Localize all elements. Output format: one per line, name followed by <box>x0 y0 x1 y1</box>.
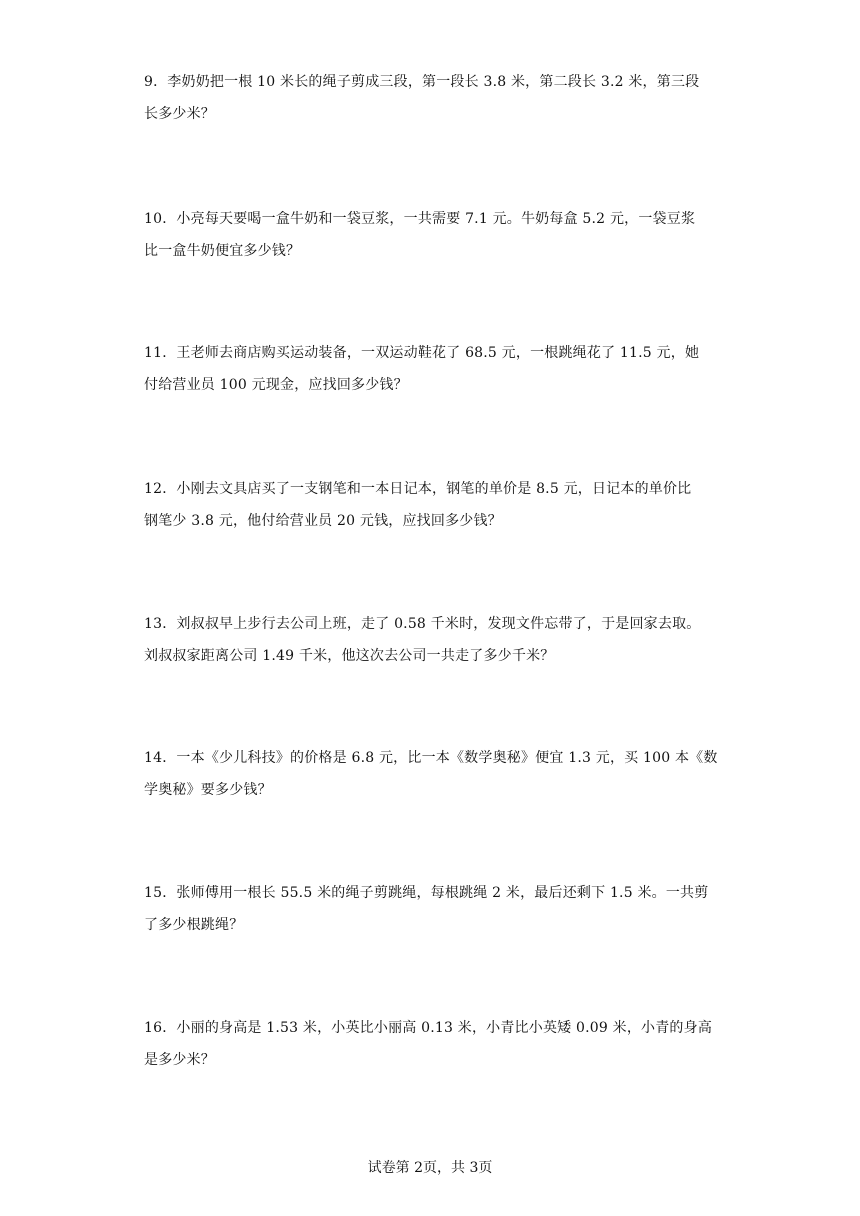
question-line: 15．张师傅用一根长 55.5 米的绳子剪跳绳，每根跳绳 2 米，最后还剩下 1.5 米。一共剪 <box>144 885 709 901</box>
question-11 <box>144 337 724 401</box>
question-10 <box>144 203 724 267</box>
page-footer: 试卷第 2页，共 3页 <box>367 1160 493 1176</box>
question-line: 16．小丽的身高是 1.53 米，小英比小丽高 0.13 米，小青比小英矮 0.09 米，小青的身高 <box>144 1020 713 1036</box>
question-9 <box>144 66 724 130</box>
question-line: 10．小亮每天要喝一盒牛奶和一袋豆浆，一共需要 7.1 元。牛奶每盒 5.2 元，一袋豆浆 <box>144 211 696 227</box>
question-13 <box>144 608 724 672</box>
question-line: 学奥秘》要多少钱？ <box>144 782 272 798</box>
question-line: 9．李奶奶把一根 10 米长的绳子剪成三段，第一段长 3.8 米，第二段长 3.2 米，第三段 <box>144 74 700 90</box>
question-line: 长多少米？ <box>144 106 215 122</box>
question-line: 刘叔叔家距离公司 1.49 千米，他这次去公司一共走了多少千米？ <box>144 648 555 664</box>
question-14 <box>144 742 724 806</box>
question-line: 12．小刚去文具店买了一支钢笔和一本日记本，钢笔的单价是 8.5 元，日记本的单价比 <box>144 481 692 497</box>
question-line: 比一盒牛奶便宜多少钱？ <box>144 243 301 259</box>
question-line: 钢笔少 3.8 元，他付给营业员 20 元钱，应找回多少钱？ <box>144 513 502 529</box>
question-line: 付给营业员 100 元现金，应找回多少钱？ <box>144 377 408 393</box>
question-line: 13．刘叔叔早上步行去公司上班，走了 0.58 千米时，发现文件忘带了，于是回家去取。 <box>144 616 701 632</box>
question-12 <box>144 473 724 537</box>
question-line: 14．一本《少儿科技》的价格是 6.8 元，比一本《数学奥秘》便宜 1.3 元，买 100 本《数 <box>144 750 718 766</box>
question-line: 是多少米？ <box>144 1052 215 1068</box>
question-16 <box>144 1012 724 1076</box>
question-line: 11．王老师去商店购买运动装备，一双运动鞋花了 68.5 元，一根跳绳花了 11.5 元，她 <box>144 345 700 361</box>
question-line: 了多少根跳绳？ <box>144 917 244 933</box>
question-15 <box>144 877 724 941</box>
